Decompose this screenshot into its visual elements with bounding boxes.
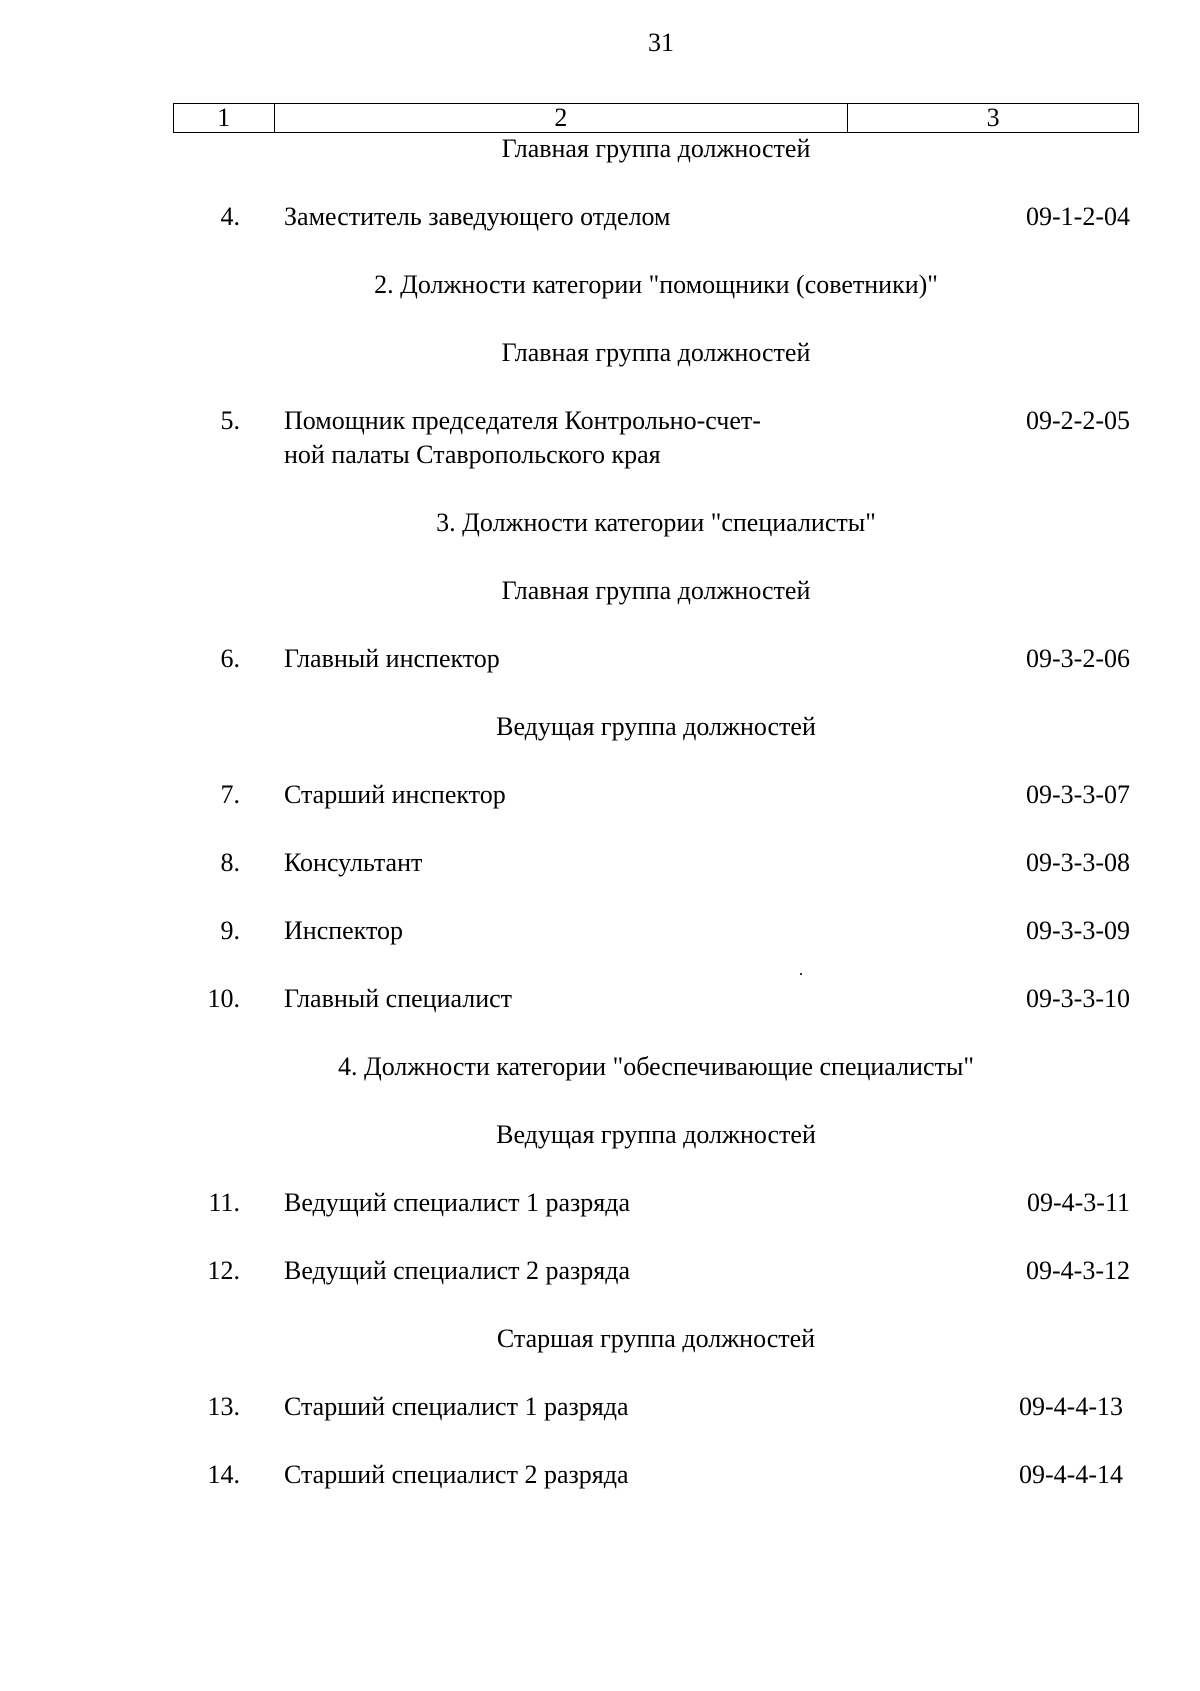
group-heading: Старшая группа должностей bbox=[496, 1324, 816, 1353]
group-heading: Главная группа должностей bbox=[501, 576, 811, 605]
position-number: 8. bbox=[220, 848, 240, 877]
group-heading: Ведущая группа должностей bbox=[496, 712, 816, 741]
column-header-1: 1 bbox=[174, 104, 275, 133]
column-header-table bbox=[173, 103, 1139, 133]
position-number: 5. bbox=[220, 406, 240, 435]
position-number: 7. bbox=[220, 780, 240, 809]
position-name: Заместитель заведующего отделом bbox=[284, 202, 671, 231]
category-heading: 4. Должности категории "обеспечивающие специалисты" bbox=[338, 1052, 974, 1081]
position-name: Старший специалист 2 разряда bbox=[284, 1460, 629, 1489]
group-heading: Ведущая группа должностей bbox=[496, 1120, 816, 1149]
position-code: 09-2-2-05 bbox=[1026, 406, 1130, 435]
group-heading: Главная группа должностей bbox=[501, 338, 811, 367]
column-header-3: 3 bbox=[848, 104, 1139, 133]
category-heading: 2. Должности категории "помощники (советники)" bbox=[374, 270, 938, 299]
position-name: Ведущий специалист 1 разряда bbox=[284, 1188, 631, 1217]
position-number: 10. bbox=[207, 984, 240, 1013]
position-name: Ведущий специалист 2 разряда bbox=[284, 1256, 631, 1285]
position-code: 09-3-3-09 bbox=[1026, 916, 1130, 945]
group-heading: Главная группа должностей bbox=[501, 134, 811, 163]
position-name: Старший инспектор bbox=[284, 780, 506, 809]
position-name-line-1: Помощник председателя Контрольно-счет- bbox=[284, 406, 761, 435]
position-number: 11. bbox=[208, 1188, 240, 1217]
position-code: 09-3-2-06 bbox=[1026, 644, 1130, 673]
position-number: 13. bbox=[207, 1392, 240, 1421]
position-number: 4. bbox=[220, 202, 240, 231]
position-number: 6. bbox=[220, 644, 240, 673]
page-number: 31 bbox=[648, 28, 674, 57]
position-name: Старший специалист 1 разряда bbox=[284, 1392, 629, 1421]
category-heading: 3. Должности категории "специалисты" bbox=[436, 508, 876, 537]
position-code: 09-4-3-12 bbox=[1026, 1256, 1130, 1285]
position-code: 09-4-4-14 bbox=[1019, 1460, 1123, 1489]
column-header-2: 2 bbox=[274, 104, 848, 133]
position-number: 9. bbox=[220, 916, 240, 945]
position-number: 12. bbox=[207, 1256, 240, 1285]
position-code: 09-1-2-04 bbox=[1026, 202, 1130, 231]
position-name: Главный инспектор bbox=[284, 644, 500, 673]
position-name: Главный специалист bbox=[284, 984, 513, 1013]
position-code: 09-3-3-08 bbox=[1026, 848, 1130, 877]
position-code: 09-4-3-11 bbox=[1026, 1188, 1130, 1217]
position-number: 14. bbox=[207, 1460, 240, 1489]
position-code: 09-3-3-07 bbox=[1026, 780, 1130, 809]
position-name-line-2: ной палаты Ставропольского края bbox=[284, 440, 661, 469]
scan-speck bbox=[800, 973, 802, 975]
position-name: Консультант bbox=[284, 848, 423, 877]
position-code: 09-4-4-13 bbox=[1019, 1392, 1123, 1421]
position-name: Инспектор bbox=[284, 916, 403, 945]
position-code: 09-3-3-10 bbox=[1026, 984, 1130, 1013]
